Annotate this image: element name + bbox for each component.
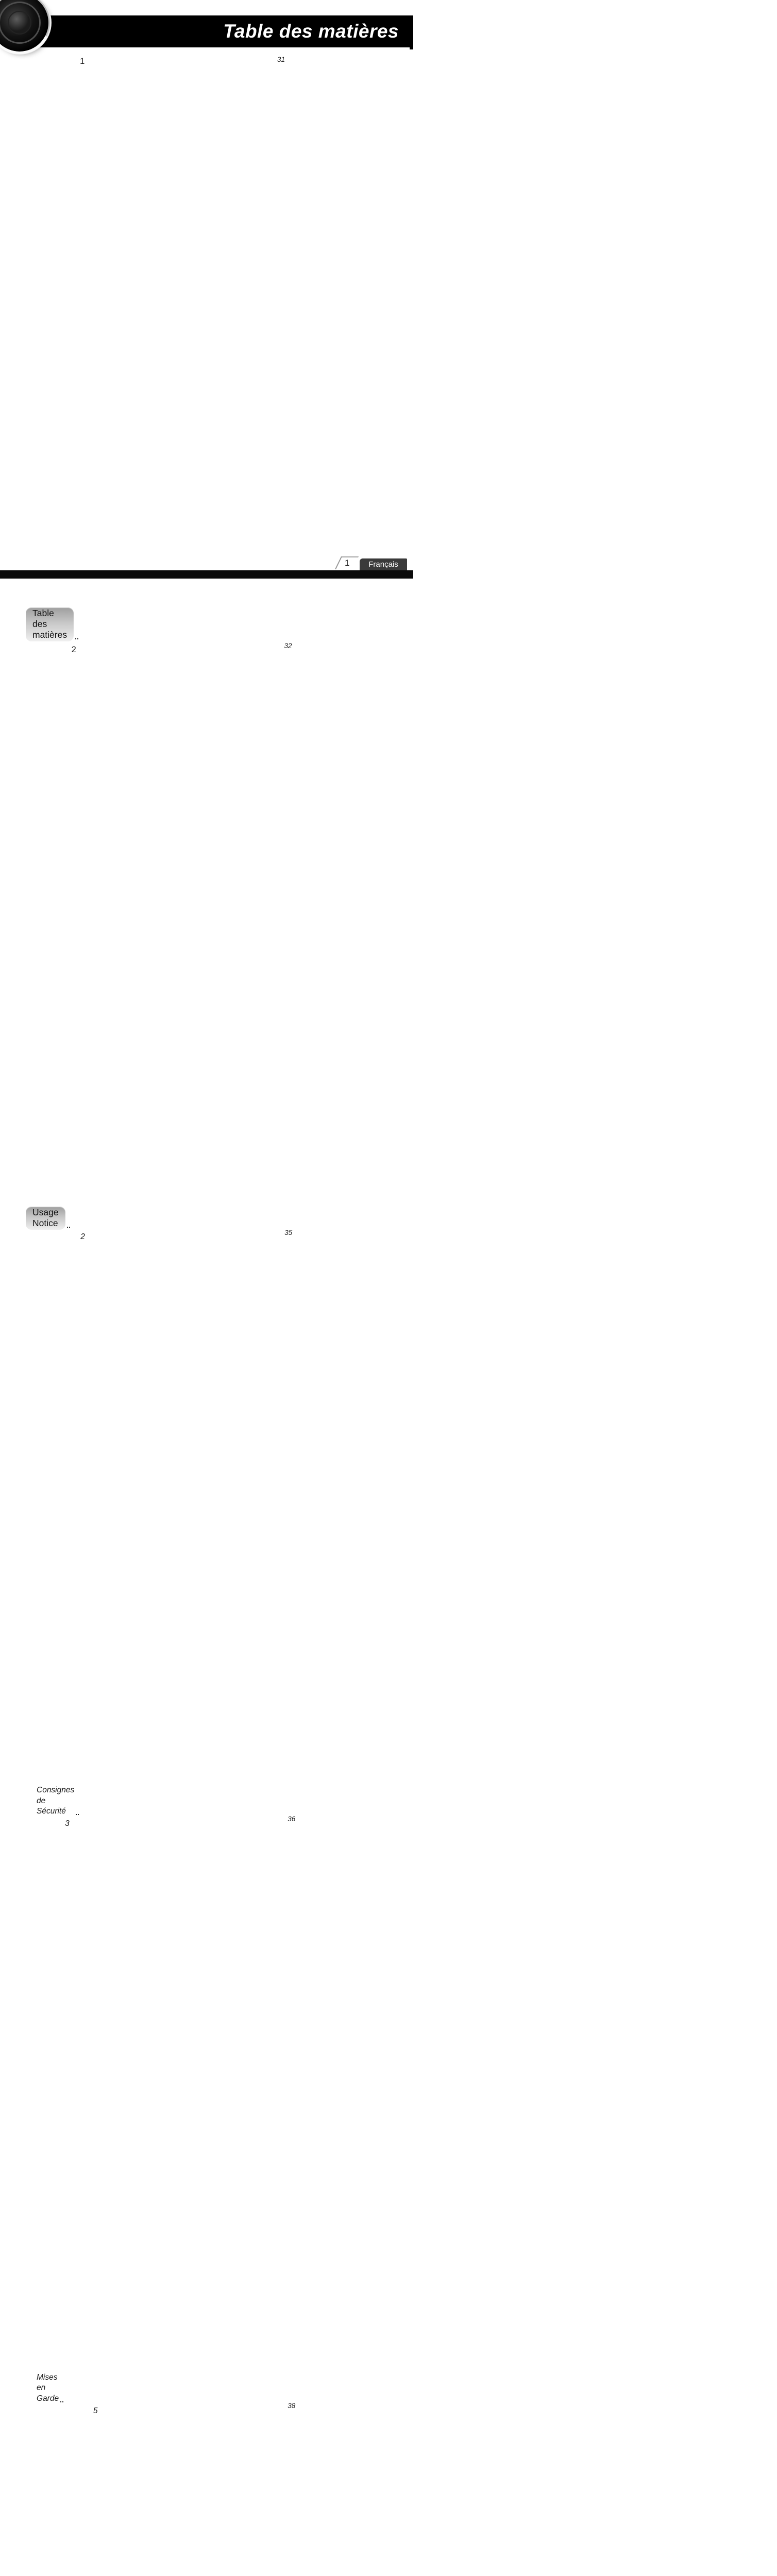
dot-leader [67, 1227, 70, 1228]
toc-entry-label: Consignes de Sécurité [37, 1785, 74, 1817]
projector-lens-photo [0, 0, 48, 52]
page-number: 1 [339, 557, 356, 569]
toc-entry-page: 31 [277, 55, 690, 640]
toc-entry-page: 36 [288, 1814, 701, 2399]
toc-entry [26, 56, 209, 641]
bottom-bar [0, 570, 413, 579]
toc-entry [26, 645, 209, 1230]
page-number-flag [335, 556, 359, 569]
language-badge: Français [360, 558, 407, 570]
dot-leader [60, 2401, 63, 2402]
toc-entry [26, 1232, 209, 1817]
toc-entry [26, 2406, 209, 2576]
toc-entry-page: 2 [72, 645, 485, 1230]
page-title: Table des matières [223, 21, 413, 42]
toc-entry-page: 1 [80, 56, 493, 641]
toc-entry-page: 2 [80, 1232, 494, 1817]
dot-leader [76, 1814, 79, 1815]
toc-entry-page: 5 [93, 2406, 506, 2576]
dot-leader [75, 638, 78, 639]
toc-entry-label: Table des matières [26, 607, 74, 641]
footer [338, 556, 407, 569]
page-edge-tab [410, 29, 413, 49]
toc-entry-label: Mises en Garde [37, 2372, 59, 2404]
toc-entry-page: 32 [284, 641, 698, 1226]
table-of-contents [0, 53, 413, 2576]
document-page [0, 0, 413, 585]
toc-entry-page: 35 [284, 1228, 698, 1813]
toc-entry-page: 3 [65, 1819, 478, 2404]
toc-entry [26, 1819, 209, 2404]
toc-entry-page: 38 [288, 2401, 701, 2576]
toc-left-column [26, 53, 209, 2576]
header-band [0, 15, 413, 47]
toc-entry-label: Usage Notice [26, 1207, 65, 1230]
